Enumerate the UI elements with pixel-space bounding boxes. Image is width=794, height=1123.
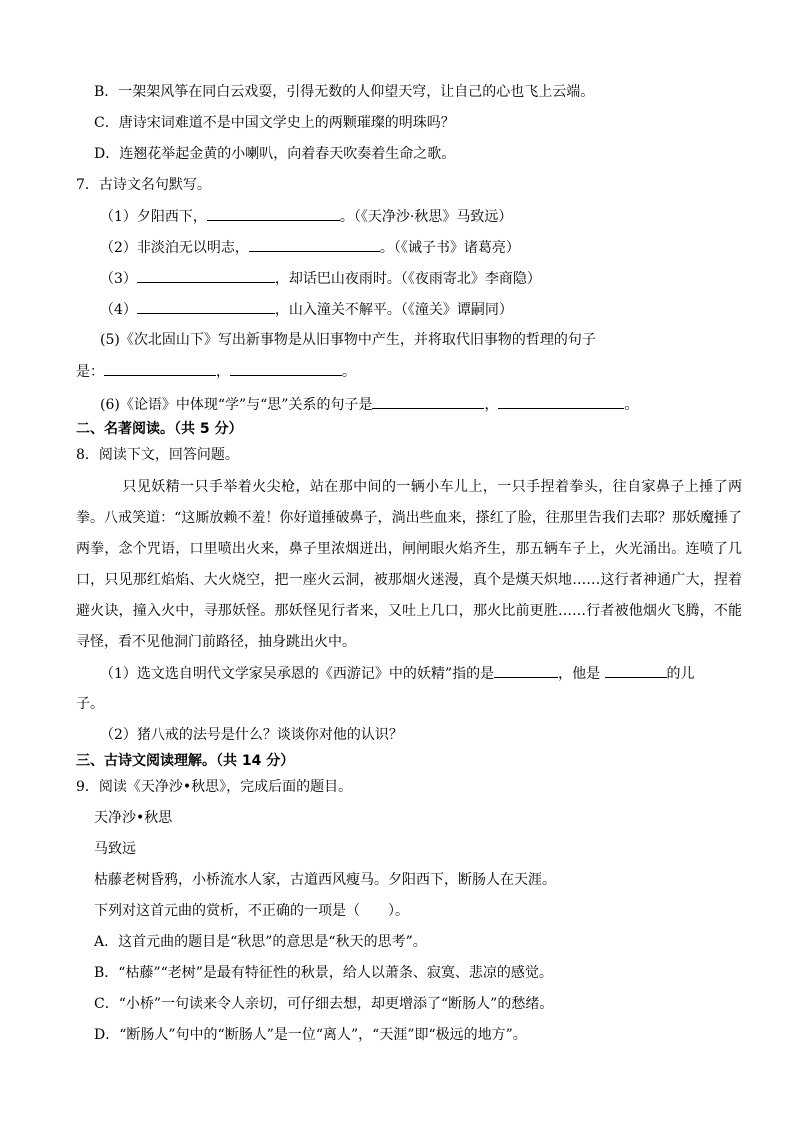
answer-blank[interactable] [372,394,484,409]
q7-item-3-suffix: ，却话巴山夜雨时。（《夜雨寄北》李商隐） [274,271,541,287]
q6-option-d: D．连翘花举起金黄的小喇叭，向着春天吹奏着生命之歌。 [94,146,456,162]
q7-item-4-prefix: （4） [100,302,137,318]
q7-item-5-label: 是： [76,364,104,380]
q6-option-c: C．唐诗宋词难道不是中国文学史上的两颗璀璨的明珠吗？ [94,115,455,131]
answer-blank[interactable] [137,268,275,283]
q8-sub-1-middle: ，他是 [558,666,601,682]
q7-item-5: (5)《次北固山下》写出新事物是从旧事物中产生，并将取代旧事物的哲理的句子 [100,332,596,348]
section-3-heading: 三、古诗文阅读理解。（共 14 分） [76,753,295,769]
q9-title: 9．阅读《天净沙•秋思》，完成后面的题目。 [76,779,353,795]
q7-item-1-prefix: （1）夕阳西下， [100,209,207,225]
answer-blank[interactable] [104,361,216,376]
poem-text: 枯藤老树昏鸦，小桥流水人家，古道西风瘦马。夕阳西下，断肠人在天涯。 [94,872,556,888]
q7-item-1-suffix: 。（《天净沙·秋思》马致远） [339,209,513,225]
q8-passage-text: 只见妖精一只手举着火尖枪，站在那中间的一辆小车儿上，一只手捏着拳头，往自家鼻子上捶了两拳。八戒笑道：“这厮放赖不羞！你好道捶破鼻子，淌出些血来，搽红了脸，往那里告我们去耶？那妖魔捶了两拳，念个咒语，口里喷出火来，鼻子里浓烟迸出，闸闸眼火焰齐生，那五辆车子上，火光涌出。连喷了几口，只见那红焰焰、大火烧空，把一座火云洞，被那烟火迷漫，真个是熯天炽地……这行者神通广大，捏着避火诀，撞入火中，寻那妖怪。那妖怪见行者来，又吐上几口，那火比前更胜……行者被他烟火飞腾，不能寻怪，看不见他洞门前路径，抽身跳出火中。 [76,479,742,650]
poem-author: 马致远 [94,841,136,857]
answer-blank[interactable] [605,663,667,678]
q7-item-5-answer-line [76,361,356,382]
q8-sub-1-prefix: （1）选文选自明代文学家吴承恩的《西游记》中的妖精”指的是 [100,666,495,682]
q8-sub-2: （2）猪八戒的法号是什么？谈谈你对他的认识？ [100,727,403,743]
answer-blank[interactable] [207,206,340,221]
q7-item-2-suffix: 。（《诫子书》诸葛亮） [379,240,520,256]
q8-title: 8．阅读下文，回答问题。 [76,447,239,463]
q9-question: 下列对这首元曲的赏析，不正确的一项是（ ）。 [94,903,409,919]
q9-option-a: A．这首元曲的题目是“秋思”的意思是“秋天的思考”。 [94,934,427,950]
q7-item-1 [100,206,512,227]
q9-option-b: B．“枯藤”“老树”是最有特征性的秋景，给人以萧条、寂寞、悲凉的感觉。 [94,965,553,981]
period: 。 [342,364,356,380]
q7-item-3 [100,268,541,289]
q8-sub-1 [100,663,695,684]
q7-item-2 [100,237,520,258]
q7-item-6-prefix: (6)《论语》中体现“学”与“思”关系的句子是 [100,397,373,413]
q7-title: 7．古诗文名句默写。 [76,177,211,193]
q8-sub-1-continued: 子。 [76,696,104,712]
comma: ， [484,397,499,413]
answer-blank[interactable] [249,237,380,252]
q7-item-6 [100,394,638,415]
answer-blank[interactable] [494,663,558,678]
answer-blank[interactable] [230,361,342,376]
answer-blank[interactable] [137,299,275,314]
comma: ， [216,364,230,380]
period: 。 [624,397,639,413]
q8-sub-1-suffix: 的儿 [666,666,695,682]
q9-option-c: C．“小桥”一句读来令人亲切，可仔细去想，却更增添了“断肠人”的愁绪。 [94,996,554,1012]
q6-option-b: B．一架架风筝在同白云戏耍，引得无数的人仰望天穹，让自己的心也飞上云端。 [94,84,595,100]
poem-title: 天净沙•秋思 [94,810,173,826]
q7-item-4-suffix: ，山入潼关不解平。（《潼关》谭嗣同） [274,302,513,318]
answer-blank[interactable] [498,394,624,409]
q7-item-2-prefix: （2）非淡泊无以明志， [100,240,249,256]
q8-passage [76,472,742,658]
section-2-heading: 二、名著阅读。（共 5 分） [76,421,243,437]
q7-item-4 [100,299,513,320]
q7-item-3-prefix: （3） [100,271,137,287]
q9-option-d: D．“断肠人”句中的“断肠人”是一位“离人”，“天涯”即“极远的地方”。 [94,1027,527,1043]
